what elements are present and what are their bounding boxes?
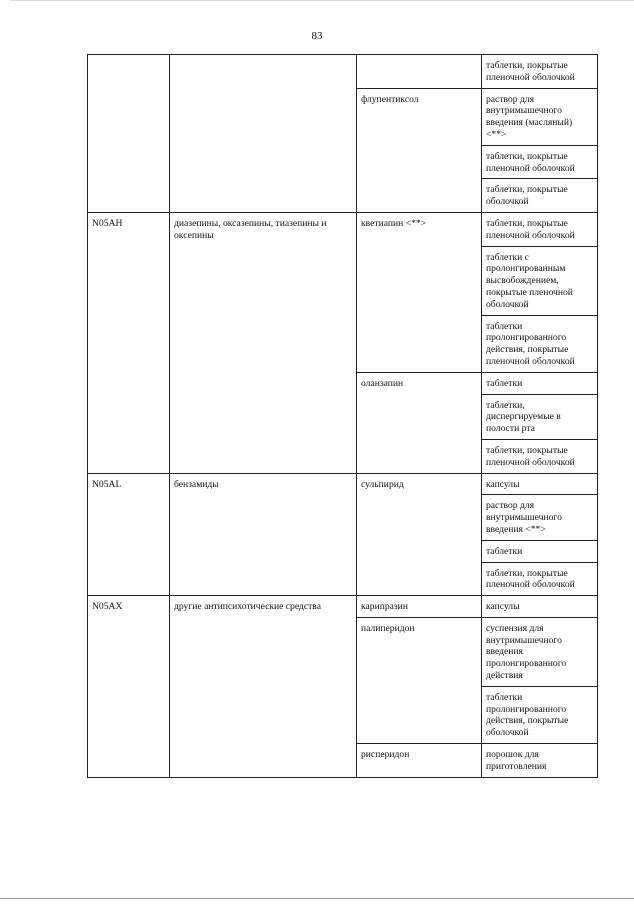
dosage-form-cell: таблетки с пролонгированным высвобождением, покрытые пленочной оболочкой bbox=[482, 246, 598, 315]
dosage-form-cell: таблетки пролонгированного действия, покрытые пленочной оболочкой bbox=[482, 315, 598, 372]
dosage-form-cell: суспензия для внутримышечного введения пролонгированного действия bbox=[482, 617, 598, 686]
table-row bbox=[88, 212, 598, 246]
atc-code-cell: N05AX bbox=[88, 596, 170, 778]
dosage-form-cell: таблетки, покрытые оболочкой bbox=[482, 179, 598, 213]
dosage-form-cell: капсулы bbox=[482, 473, 598, 495]
table-row bbox=[88, 596, 598, 618]
dosage-form-cell: таблетки, покрытые пленочной оболочкой bbox=[482, 562, 598, 596]
group-name-cell bbox=[170, 55, 357, 213]
dosage-form-cell: таблетки, покрытые пленочной оболочкой bbox=[482, 212, 598, 246]
group-name-cell: диазепины, оксазепины, тиазепины и оксепины bbox=[170, 212, 357, 473]
group-name-cell: другие антипсихотические средства bbox=[170, 596, 357, 778]
scan-artifact-edge bbox=[0, 898, 634, 899]
drug-table bbox=[87, 54, 598, 778]
drug-name-cell: рисперидон bbox=[357, 744, 482, 778]
drug-name-cell: оланзапин bbox=[357, 372, 482, 473]
dosage-form-cell: раствор для внутримышечного введения (масляный) <**> bbox=[482, 88, 598, 145]
drug-name-cell: палиперидон bbox=[357, 617, 482, 743]
dosage-form-cell: капсулы bbox=[482, 596, 598, 618]
group-name-cell: бензамиды bbox=[170, 473, 357, 596]
dosage-form-cell: таблетки bbox=[482, 372, 598, 394]
table-row bbox=[88, 55, 598, 89]
drug-name-cell bbox=[357, 55, 482, 89]
atc-code-cell: N05AL bbox=[88, 473, 170, 596]
dosage-form-cell: таблетки, покрытые пленочной оболочкой bbox=[482, 145, 598, 179]
table-body bbox=[88, 55, 598, 778]
drug-name-cell: флупентиксол bbox=[357, 88, 482, 212]
dosage-form-cell: раствор для внутримышечного введения <**> bbox=[482, 495, 598, 540]
atc-code-cell: N05AH bbox=[88, 212, 170, 473]
page-number: 83 bbox=[311, 30, 323, 42]
atc-code-cell bbox=[88, 55, 170, 213]
drug-name-cell: карипразин bbox=[357, 596, 482, 618]
dosage-form-cell: таблетки, покрытые пленочной оболочкой bbox=[482, 55, 598, 89]
dosage-form-cell: таблетки bbox=[482, 540, 598, 562]
drug-name-cell: сульпирид bbox=[357, 473, 482, 596]
drug-name-cell: кветиапин <**> bbox=[357, 212, 482, 372]
dosage-form-cell: таблетки, покрытые пленочной оболочкой bbox=[482, 439, 598, 473]
dosage-form-cell: порошок для приготовления bbox=[482, 744, 598, 778]
dosage-form-cell: таблетки, диспергируемые в полости рта bbox=[482, 394, 598, 439]
dosage-form-cell: таблетки пролонгированного действия, покрытые оболочкой bbox=[482, 686, 598, 743]
table-row bbox=[88, 473, 598, 495]
scan-artifact-line bbox=[10, 0, 634, 1]
